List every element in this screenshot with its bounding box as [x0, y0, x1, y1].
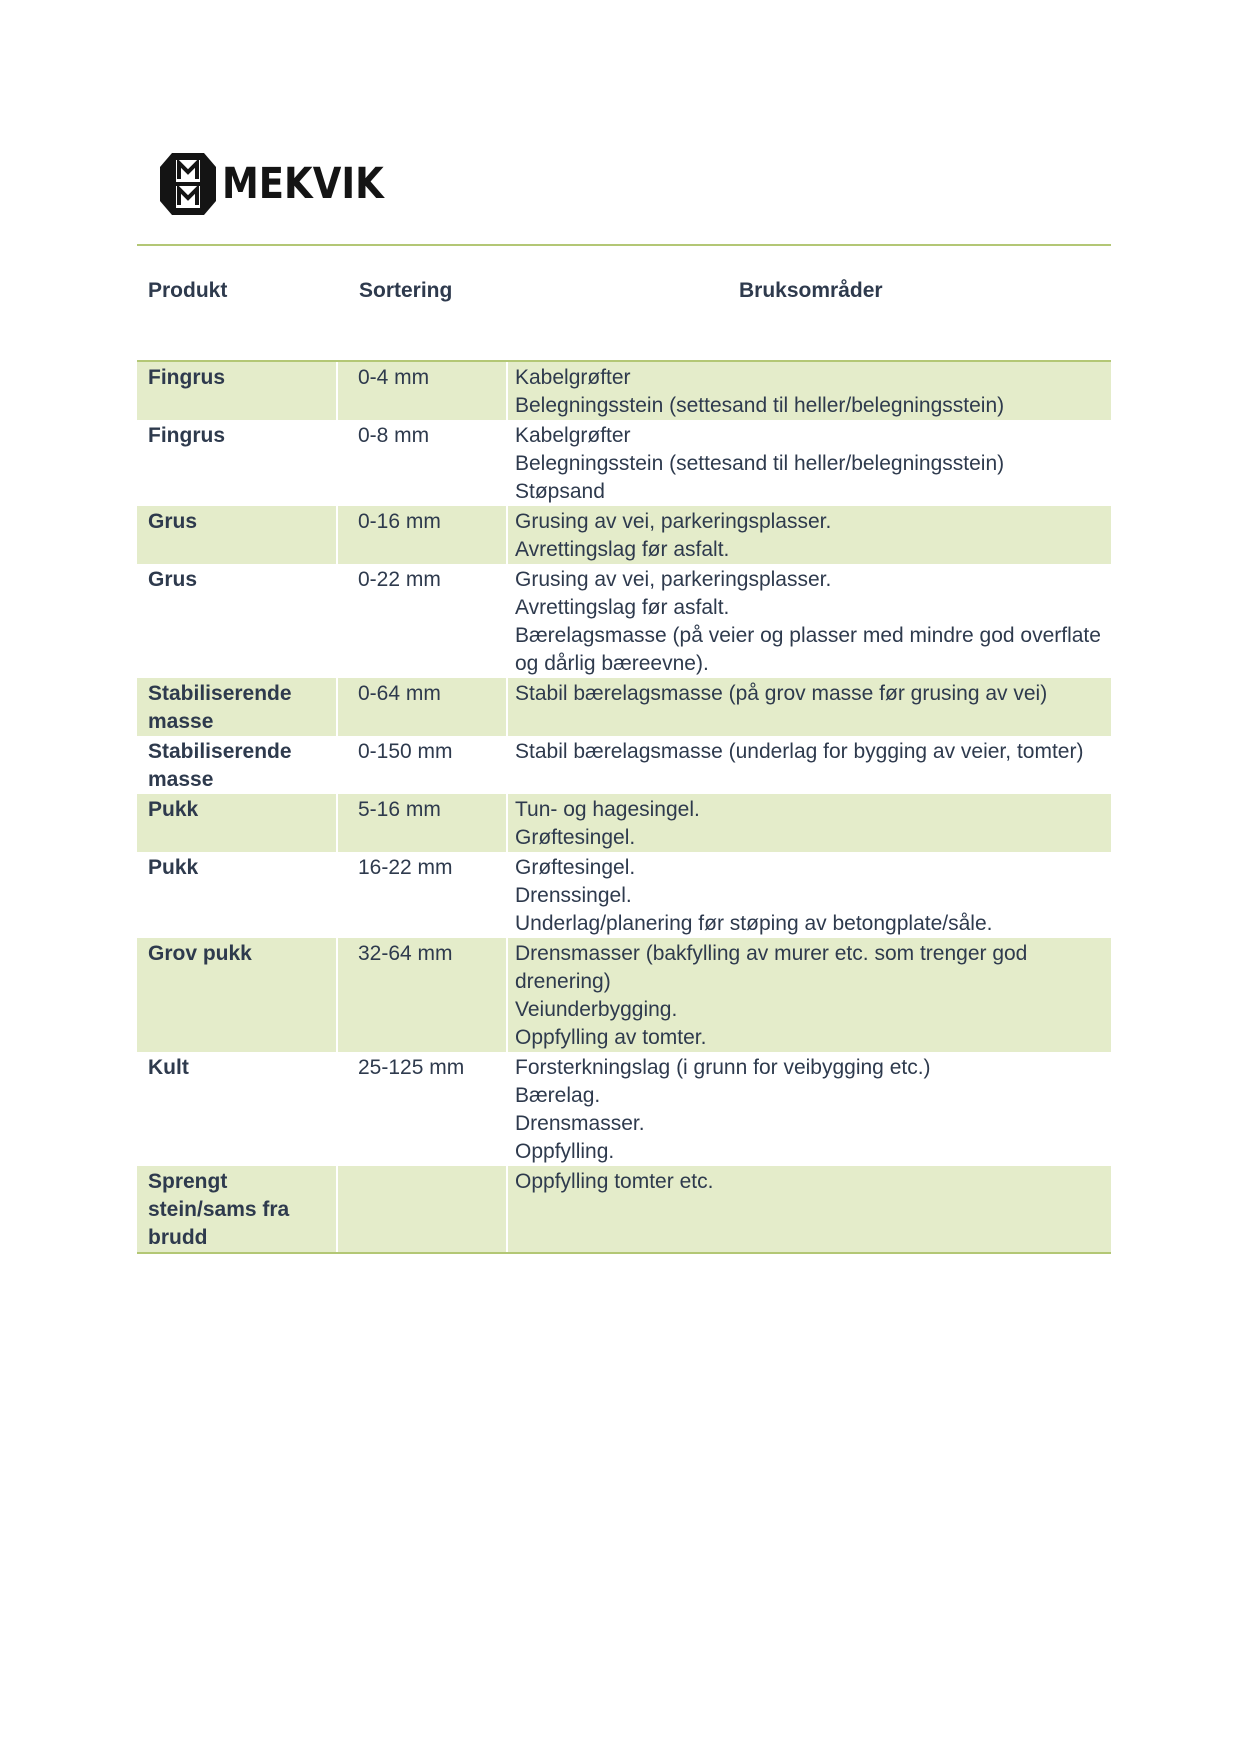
table-row [137, 938, 1111, 1052]
sorting-cell: 0-4 mm [336, 362, 506, 420]
use-line: Drensmasser (bakfylling av murer etc. som trenger god [515, 942, 1028, 965]
sorting-cell: 0-22 mm [358, 568, 441, 591]
uses-cell [506, 362, 1111, 420]
sorting-cell: 0-64 mm [336, 678, 506, 736]
use-line: Grusing av vei, parkeringsplasser. [515, 568, 832, 591]
use-line: og dårlig bæreevne). [515, 652, 709, 675]
uses-cell [506, 1052, 1111, 1166]
table-row [137, 1052, 1111, 1166]
use-line: Grusing av vei, parkeringsplasser. [515, 510, 832, 533]
use-line: Bærelag. [515, 1084, 601, 1107]
product-cell: Fingrus [148, 424, 225, 447]
use-line: drenering) [515, 970, 611, 993]
use-line: Veiunderbygging. [515, 998, 678, 1021]
sorting-cell: 16-22 mm [358, 856, 453, 879]
uses-cell [506, 420, 1111, 506]
use-line: Bærelagsmasse (på veier og plasser med mindre god overflate [515, 624, 1101, 647]
uses-cell [506, 736, 1111, 794]
product-cell: Grus [148, 510, 198, 533]
sorting-cell [336, 1166, 506, 1252]
table-row [137, 420, 1111, 506]
use-line: Støpsand [515, 480, 605, 503]
sorting-cell: 0-150 mm [358, 740, 453, 763]
use-line: Oppfylling tomter etc. [515, 1170, 714, 1193]
mekvik-mm-logo-icon [160, 153, 216, 215]
product-cell: Stabiliserende masse [148, 682, 292, 733]
uses-cell [506, 938, 1111, 1052]
product-cell: Pukk [148, 856, 199, 879]
use-line: Grøftesingel. [515, 826, 636, 849]
table-row [137, 678, 1111, 736]
header-sorting: Sortering [359, 279, 453, 302]
brand-name: MEKVIK [222, 158, 384, 209]
use-line: Kabelgrøfter [515, 366, 631, 389]
header-product: Produkt [148, 279, 228, 302]
use-line: Drensmasser. [515, 1112, 645, 1135]
use-line: Oppfylling av tomter. [515, 1026, 707, 1049]
product-cell: Kult [148, 1056, 189, 1079]
sorting-cell: 0-16 mm [336, 506, 506, 564]
use-line: Stabil bærelagsmasse (på grov masse før grusing av vei) [515, 682, 1048, 705]
header-rule [137, 244, 1111, 246]
table-row [137, 506, 1111, 564]
table-row [137, 564, 1111, 678]
use-line: Belegningsstein (settesand til heller/belegningsstein) [515, 452, 1005, 475]
sorting-cell: 0-8 mm [358, 424, 430, 447]
product-table [137, 360, 1111, 1254]
uses-cell [506, 852, 1111, 938]
use-line: Kabelgrøfter [515, 424, 631, 447]
use-line: Forsterkningslag (i grunn for veibygging etc.) [515, 1056, 931, 1079]
use-line: Oppfylling. [515, 1140, 615, 1163]
uses-cell [506, 1166, 1111, 1252]
sorting-cell: 5-16 mm [336, 794, 506, 852]
use-line: Underlag/planering før støping av betongplate/såle. [515, 912, 993, 935]
use-line: Avrettingslag før asfalt. [515, 538, 730, 561]
company-logo [160, 153, 410, 215]
product-cell: Fingrus [148, 366, 225, 389]
table-row [137, 1166, 1111, 1252]
header-uses: Bruksområder [739, 279, 883, 302]
table-row [137, 362, 1111, 420]
table-row [137, 736, 1111, 794]
uses-cell [506, 794, 1111, 852]
product-cell: Pukk [148, 798, 199, 821]
use-line: Tun- og hagesingel. [515, 798, 700, 821]
uses-cell [506, 506, 1111, 564]
use-line: Grøftesingel. [515, 856, 636, 879]
table-row [137, 852, 1111, 938]
uses-cell [506, 564, 1111, 678]
sorting-cell: 32-64 mm [336, 938, 506, 1052]
use-line: Belegningsstein (settesand til heller/belegningsstein) [515, 394, 1005, 417]
product-cell: Grov pukk [148, 942, 252, 965]
use-line: Avrettingslag før asfalt. [515, 596, 730, 619]
use-line: Stabil bærelagsmasse (underlag for bygging av veier, tomter) [515, 740, 1084, 763]
product-cell: Grus [148, 568, 198, 591]
table-row [137, 794, 1111, 852]
table-header [137, 272, 1111, 312]
use-line: Drenssingel. [515, 884, 632, 907]
product-cell: Stabiliserende masse [148, 740, 292, 791]
uses-cell [506, 678, 1111, 736]
product-cell: Sprengt stein/sams fra brudd [148, 1170, 290, 1249]
sorting-cell: 25-125 mm [358, 1056, 465, 1079]
